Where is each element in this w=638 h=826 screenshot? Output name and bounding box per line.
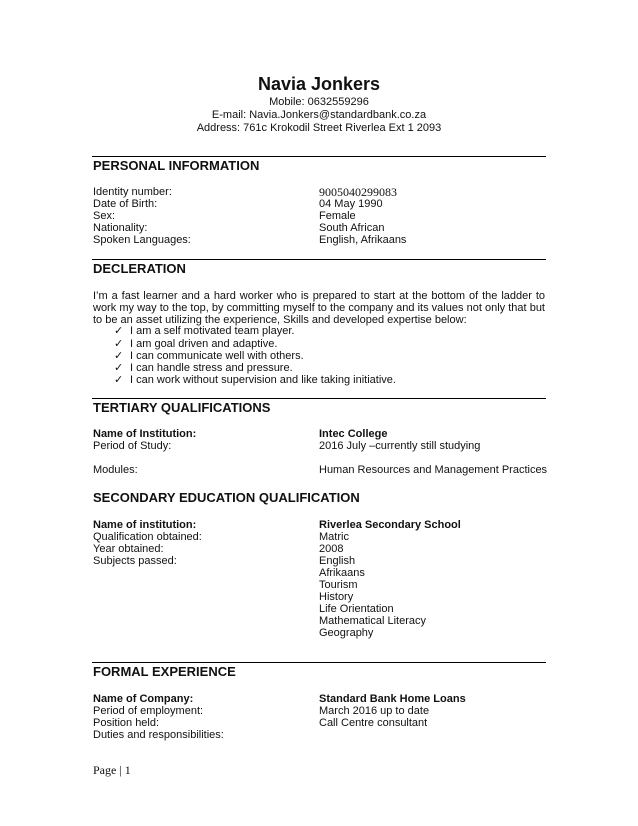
languages-value: English, Afrikaans [319, 234, 407, 246]
section-rule [92, 662, 546, 663]
bullet-text: I can communicate well with others. [130, 350, 304, 362]
section-rule [92, 259, 546, 260]
list-item [114, 324, 294, 337]
subject-item: Geography [319, 627, 374, 639]
bullet-text: I am goal driven and adaptive. [130, 338, 278, 350]
tertiary-modules-label: Modules: [93, 464, 138, 476]
duties-label: Duties and responsibilities: [93, 729, 224, 741]
tertiary-modules-value: Human Resources and Management Practices [319, 464, 548, 476]
identity-value: 9005040299083 [319, 185, 397, 199]
sex-value: Female [319, 210, 356, 222]
list-item [114, 373, 396, 386]
address-line: Address: 761c Krokodil Street Riverlea Ext 1 2093 [196, 122, 442, 134]
tertiary-period-value: 2016 July –currently still studying [319, 440, 481, 452]
employment-period-value: March 2016 up to date [319, 705, 430, 717]
check-icon: ✓ [114, 338, 124, 350]
declaration-paragraph: I’m a fast learner and a hard worker who is prepared to start at the bottom of the ladder to work my way to the top, by committing myself to the company and its values not only that but to be an asset utilizing the experience, Skills and developed expertise below: [93, 290, 545, 327]
subjects-label: Subjects passed: [93, 555, 177, 567]
subject-item: Life Orientation [319, 603, 394, 615]
mobile-line: Mobile: 0632559296 [269, 96, 369, 108]
year-label: Year obtained: [93, 543, 164, 555]
dob-value: 04 May 1990 [319, 198, 383, 210]
subject-item: Tourism [319, 579, 358, 591]
nationality-label: Nationality: [93, 222, 148, 234]
year-value: 2008 [319, 543, 344, 555]
tertiary-heading: TERTIARY QUALIFICATIONS [93, 400, 271, 415]
position-label: Position held: [93, 717, 160, 729]
check-icon: ✓ [114, 350, 124, 362]
section-rule [92, 156, 546, 157]
company-label: Name of Company: [93, 693, 194, 705]
tertiary-period-label: Period of Study: [93, 440, 172, 452]
check-icon: ✓ [114, 374, 124, 386]
declaration-heading: DECLERATION [93, 261, 186, 276]
qualification-value: Matric [319, 531, 349, 543]
page-number: Page | 1 [93, 763, 131, 777]
bullet-text: I can handle stress and pressure. [130, 362, 293, 374]
secondary-heading: SECONDARY EDUCATION QUALIFICATION [93, 490, 360, 505]
employment-period-label: Period of employment: [93, 705, 204, 717]
company-value: Standard Bank Home Loans [319, 693, 466, 705]
subject-item: Mathematical Literacy [319, 615, 426, 627]
bullet-text: I can work without supervision and like taking initiative. [130, 374, 396, 386]
identity-label: Identity number: [93, 186, 172, 198]
qualification-label: Qualification obtained: [93, 531, 202, 543]
personal-heading: PERSONAL INFORMATION [93, 158, 260, 173]
nationality-value: South African [319, 222, 385, 234]
position-value: Call Centre consultant [319, 717, 428, 729]
dob-label: Date of Birth: [93, 198, 158, 210]
bullet-text: I am a self motivated team player. [130, 325, 295, 337]
candidate-name: Navia Jonkers [257, 74, 381, 94]
languages-label: Spoken Languages: [93, 234, 191, 246]
subject-item: English [319, 555, 356, 567]
section-rule [92, 398, 546, 399]
email-line: E-mail: Navia.Jonkers@standardbank.co.za [211, 109, 427, 121]
tertiary-institution-label: Name of Institution: [93, 428, 197, 440]
sex-label: Sex: [93, 210, 116, 222]
check-icon: ✓ [114, 325, 124, 337]
experience-heading: FORMAL EXPERIENCE [93, 664, 236, 679]
secondary-institution-value: Riverlea Secondary School [319, 519, 461, 531]
check-icon: ✓ [114, 362, 124, 374]
subject-item: Afrikaans [319, 567, 365, 579]
secondary-institution-label: Name of institution: [93, 519, 197, 531]
tertiary-institution-value: Intec College [319, 428, 388, 440]
subject-item: History [319, 591, 354, 603]
